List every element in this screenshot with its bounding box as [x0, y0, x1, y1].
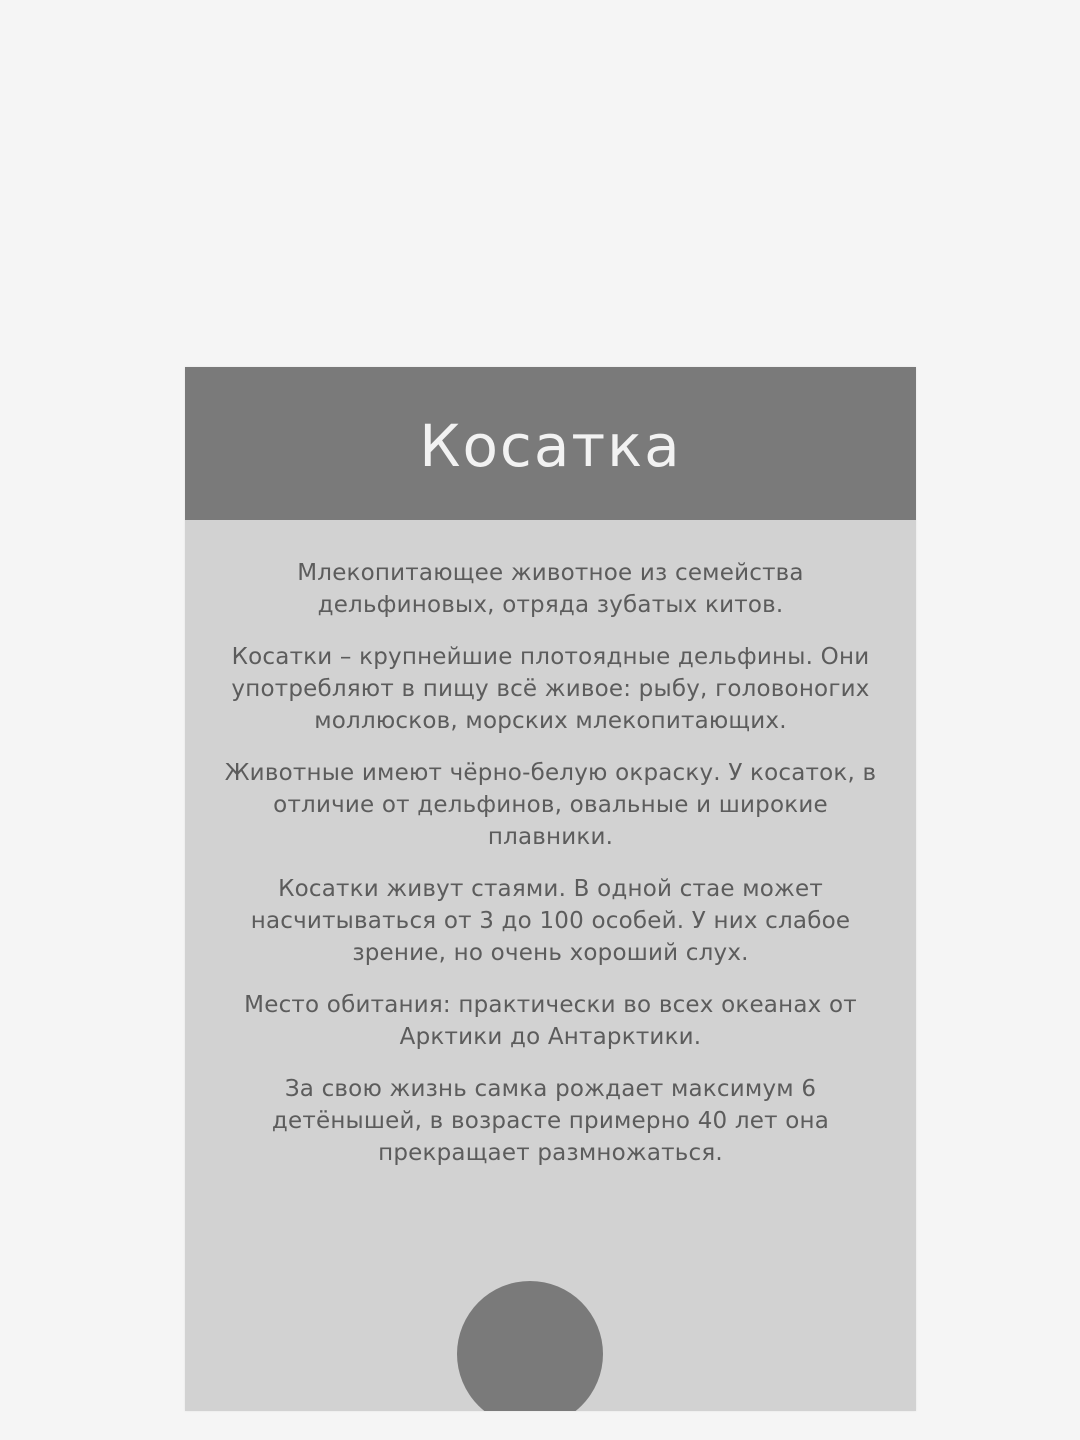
paragraph-5: Место обитания: практически во всех океанах от Арктики до Антарктики.	[244, 992, 857, 1050]
card-title: Косатка	[419, 412, 682, 480]
paragraph-4: Косатки живут стаями. В одной стае может насчитываться от 3 до 100 особей. У них слабое зрение, но очень хороший слух.	[250, 876, 851, 966]
info-card	[185, 367, 916, 1411]
paragraph-1: Млекопитающее животное из семейства дельфиновых, отряда зубатых китов.	[297, 560, 804, 618]
paragraph-6: За свою жизнь самка рождает максимум 6 детёнышей, в возрасте примерно 40 лет она прекращает размножаться.	[271, 1076, 830, 1166]
card-header	[185, 367, 916, 520]
bottom-semicircle	[457, 1281, 603, 1411]
paragraph-2: Косатки – крупнейшие плотоядные дельфины. Они употребляют в пищу всё живое: рыбу, головоногих моллюсков, морских млекопитающих.	[231, 644, 870, 734]
card-body	[215, 557, 886, 1169]
paragraph-3: Животные имеют чёрно-белую окраску. У косаток, в отличие от дельфинов, овальные и широкие плавники.	[224, 760, 877, 850]
